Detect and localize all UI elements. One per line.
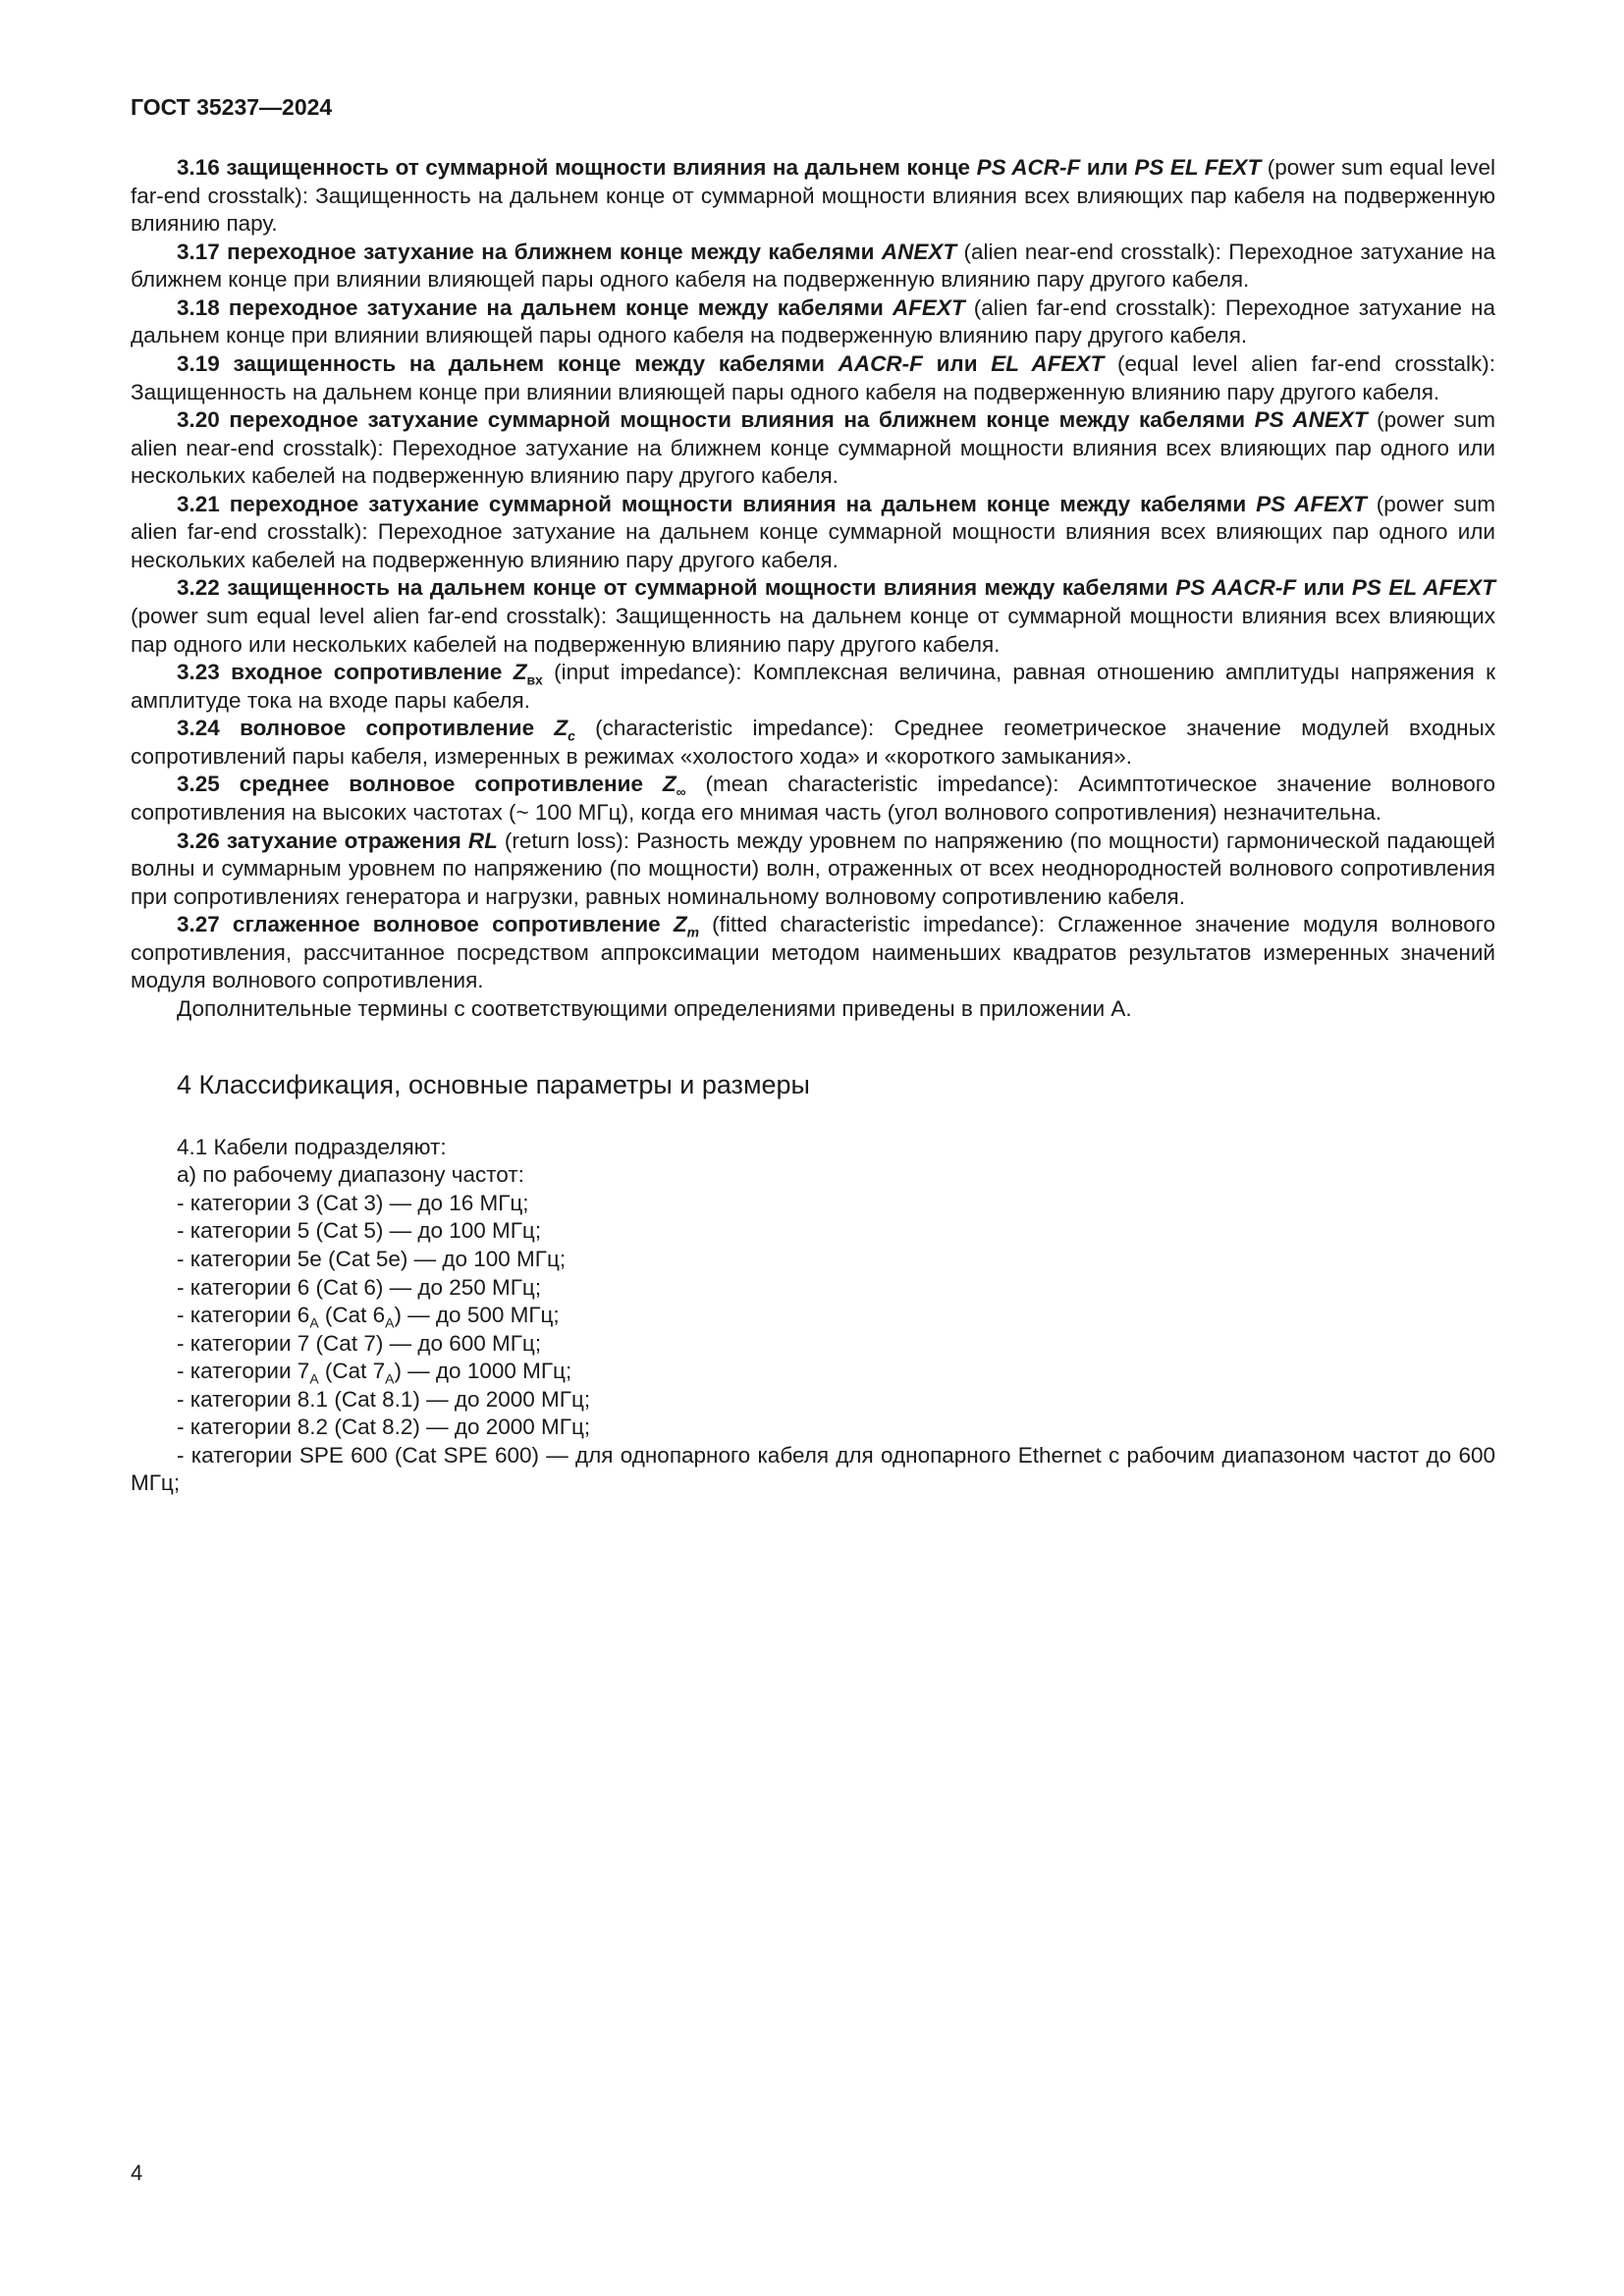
list-item [131,1386,1495,1415]
text-segment: - категории SPE 600 (Cat SPE 600) — для однопарного кабеля для однопарного Ethernet с рабочим диапазоном частот до 600 МГц; [131,1442,1495,1496]
page-number: 4 [131,2161,143,2185]
text-segment: ANEXT [881,239,957,264]
text-segment: А [309,1370,319,1387]
text-segment: ) — до 500 МГц; [394,1303,560,1328]
text-segment: 3.24 волновое сопротивление [177,716,555,741]
definition-paragraph-3-18 [131,294,1495,350]
text-segment: (characteristic impedance): Среднее геометрическое значение модулей входных сопротивлений пары кабеля, измеренных в режимах «холостого хода» и «короткого замыкания». [131,716,1495,769]
text-segment: - категории 5 (Cat 5) — до 100 МГц; [177,1218,542,1244]
definition-paragraph-3-20 [131,406,1495,491]
text-segment: (power sum equal level alien far-end crosstalk): Защищенность на дальнем конце от суммарной мощности влияния всех влияющих пар одного или нескольких кабелей на подверженную влиянию пару другого кабеля. [131,604,1495,657]
text-segment: PS AACR-F [1175,575,1297,601]
text-segment: - категории 8.2 (Cat 8.2) — до 2000 МГц; [177,1415,591,1440]
text-segment: а) по рабочему диапазону частот: [177,1162,524,1188]
definition-paragraph-3-26 [131,828,1495,912]
text-segment: (Cat 7 [318,1359,386,1384]
text-segment: 3.20 переходное затухание суммарной мощности влияния на ближнем конце между кабелями [177,407,1255,433]
list-item [131,1190,1495,1218]
text-segment: (alien near-end crosstalk): Переходное затухание на ближнем конце при влиянии влияющей пары одного кабеля на подверженную влиянию пару другого кабеля. [131,239,1495,293]
text-segment: AFEXT [892,294,965,320]
text-segment: (Cat 6 [318,1303,386,1328]
text-segment: 4 Классификация, основные параметры и размеры [177,1070,810,1100]
text-segment: или [1080,155,1135,180]
text-segment: Z [513,660,527,685]
list-item [131,1330,1495,1359]
text-segment: - категории 6 (Cat 6) — до 250 МГц; [177,1274,542,1300]
text-segment: или [1296,575,1352,601]
text-segment: Z [662,772,677,797]
text-segment: (return loss): Разность между уровнем по напряжению (по мощности) гармонической падающей волны и суммарным уровнем по напряжению (по мощности) волн, отраженных от всех неоднородностей волнового сопротивления при сопротивлениях генератора и нагрузки, равных номинальному волновому сопротивлению кабеля. [131,828,1495,909]
text-segment: 3.16 защищенность от суммарной мощности влияния на дальнем конце [177,155,977,180]
text-segment: 3.21 переходное затухание суммарной мощности влияния на дальнем конце между кабелями [177,491,1257,516]
text-segment: (power sum equal level far-end crosstalk): Защищенность на дальнем конце от суммарной мощности влияния всех влияющих пар кабеля на подверженную влиянию пару. [131,155,1495,237]
text-segment: (input impedance): Комплексная величина, равная отношению амплитуды напряжения к амплитуде тока на входе пары кабеля. [131,660,1495,713]
text-segment: 3.27 сглаженное волновое сопротивление [177,912,674,937]
definition-paragraph-3-16 [131,154,1495,239]
document-header: ГОСТ 35237—2024 [131,94,333,120]
text-segment: (alien far-end crosstalk): Переходное затухание на дальнем конце при влиянии влияющей пары одного кабеля на подверженную влиянию пару другого кабеля. [131,294,1495,348]
text-segment: (equal level alien far-end crosstalk): Защищенность на дальнем конце при влиянии влияющей пары одного кабеля на подверженную влиянию пару другого кабеля. [131,350,1496,404]
text-segment: - категории 5е (Cat 5е) — до 100 МГц; [177,1246,567,1271]
text-segment: ∞ [676,783,686,800]
text-segment: (power sum alien far-end crosstalk): Переходное затухание на дальнем конце суммарной мощности влияния всех влияющих пар одного или нескольких кабелей на подверженную влиянию пару другого кабеля. [131,491,1495,572]
list-item [131,1302,1495,1330]
list-item [131,1246,1495,1274]
text-segment: PS EL FEXT [1134,155,1262,180]
text-segment: PS AFEXT [1256,491,1367,516]
definition-paragraph-3-22 [131,574,1495,659]
list-item [131,1274,1495,1303]
text-segment: А [385,1370,395,1387]
text-segment: - категории 8.1 (Cat 8.1) — до 2000 МГц; [177,1386,591,1412]
text-segment: c [568,727,575,744]
text-segment: - категории 3 (Cat 3) — до 16 МГц; [177,1190,529,1215]
text-segment: 3.23 входное сопротивление [177,660,514,685]
text-segment: 4.1 Кабели подразделяют: [177,1134,447,1159]
text-segment: PS EL AFEXT [1351,575,1495,601]
text-segment: AACR-F [838,350,923,376]
definition-paragraph-3-17 [131,239,1495,294]
text-segment: PS ANEXT [1254,407,1368,433]
text-segment: 3.26 затухание отражения [177,828,468,853]
text-segment: - категории 6 [177,1303,310,1328]
list-item [131,1217,1495,1246]
text-segment: Z [673,912,687,937]
text-segment: (power sum alien near-end crosstalk): Переходное затухание на ближнем конце суммарной мощности влияния всех влияющих пар одного или нескольких кабелей на подверженную влиянию пару другого кабеля. [131,407,1495,489]
text-segment: 3.25 среднее волновое сопротивление [177,772,663,797]
text-segment: EL AFEXT [991,350,1105,376]
clause-4-1-paragraph [131,1134,1495,1162]
text-segment: (mean characteristic impedance): Асимптотическое значение волнового сопротивления на высоких частотах (~ 100 МГц), когда его мнимая часть (угол волнового сопротивления) незначительна. [131,772,1495,825]
text-segment: А [385,1314,395,1331]
text-segment: 3.22 защищенность на дальнем конце от суммарной мощности влияния между кабелями [177,575,1176,601]
text-segment: 3.19 защищенность на дальнем конце между кабелями [177,350,839,376]
document-content [131,154,1495,1498]
text-segment: - категории 7 [177,1359,310,1384]
text-segment: RL [467,828,498,853]
text-segment: ) — до 1000 МГц; [394,1359,572,1384]
definition-paragraph-3-27 [131,911,1495,995]
definition-paragraph-3-21 [131,491,1495,575]
text-segment: Z [554,716,568,741]
text-segment: - категории 7 (Cat 7) — до 600 МГц; [177,1330,542,1356]
list-item [131,1442,1495,1498]
text-segment: 3.17 переходное затухание на ближнем конце между кабелями [177,239,882,264]
list-item [131,1414,1495,1442]
section-heading [177,1068,1495,1101]
list-intro [131,1161,1495,1190]
definition-paragraph-3-19 [131,350,1495,406]
definition-paragraph-3-24 [131,715,1495,771]
additional-terms-paragraph [131,995,1495,1024]
text-segment: m [686,924,699,940]
text-segment: Дополнительные термины с соответствующими определениями приведены в приложении А. [177,995,1132,1021]
text-segment: или [922,350,992,376]
definition-paragraph-3-23 [131,659,1495,715]
list-item [131,1358,1495,1386]
text-segment: А [309,1314,319,1331]
definition-paragraph-3-25 [131,771,1495,827]
text-segment: 3.18 переходное затухание на дальнем конце между кабелями [177,294,893,320]
text-segment: (fitted characteristic impedance): Сглаженное значение модуля волнового сопротивления, рассчитанное посредством аппроксимации методом наименьших квадратов результатов измеренных значений модуля волнового сопротивления. [131,912,1495,993]
text-segment: вх [526,671,543,688]
text-segment: PS ACR-F [976,155,1081,180]
